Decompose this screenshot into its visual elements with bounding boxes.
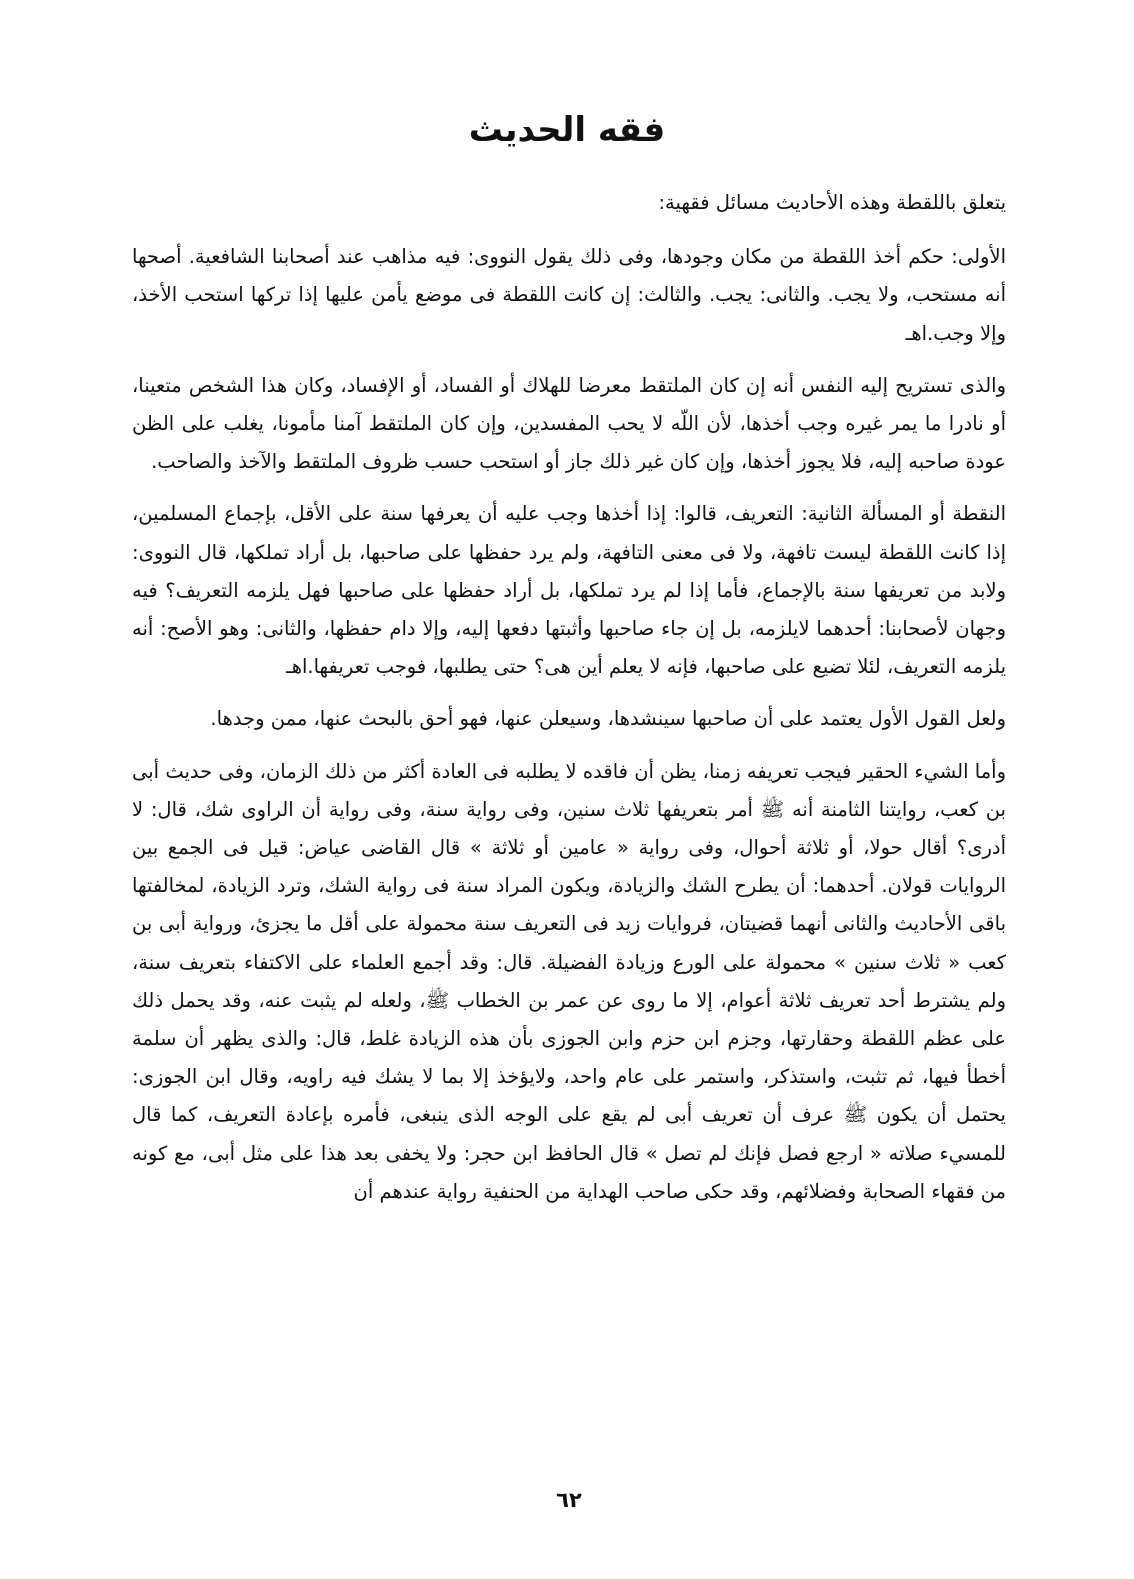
body-text xyxy=(132,184,1006,1225)
paragraph-first-issue: الأولى: حكم أخذ اللقطة من مكان وجودها، وفى ذلك يقول النووى: فيه مذاهب عند أصحابنا الشافعية. أصحها أنه مستحب، ولا يجب. والثانى: يجب. والثالث: إن كانت اللقطة فى موضع يأمن عليها إذا تركها استحب الأخذ، وإلا وجب.اهـ xyxy=(132,245,1006,345)
paragraph-trivial-items: وأما الشيء الحقير فيجب تعريفه زمنا، يظن أن فاقده لا يطلبه فى العادة أكثر من ذلك الزمان، وفى حديث أبى بن كعب، روايتنا الثامنة أنه ﷺ أمر بتعريفها ثلاث سنين، وفى رواية سنة، وفى رواية أن الراوى شك، قال: لا أدرى؟ أقال حولا، أو ثلاثة أحوال، وفى رواية « عامين أو ثلاثة » قال القاضى عياض: قيل فى الجمع بين الروايات قولان. أحدهما: أن يطرح الشك والزيادة، ويكون المراد سنة فى رواية الشك، وترد الزيادة، لمخالفتها باقى الأحاديث والثانى أنهما قضيتان، فروايات زيد فى التعريف سنة محمولة على أقل ما يجزئ، ورواية أبى بن كعب « ثلاث سنين » محمولة على الورع وزيادة الفضيلة. قال: وقد أجمع العلماء على الاكتفاء بتعريف سنة، ولم يشترط أحد تعريف ثلاثة أعوام، إلا ما روى عن عمر بن الخطاب ﷺ، ولعله لم يثبت عنه، وقد يحمل ذلك على عظم اللقطة وحقارتها، وجزم ابن حزم وابن الجوزى بأن هذه الزيادة غلط، قال: والذى يظهر أن سلمة أخطأ فيها، ثم تثبت، واستذكر، واستمر على عام واحد، ولايؤخذ إلا بما لا يشك فيه راويه، وقال ابن الجوزى: يحتمل أن يكون ﷺ عرف أن تعريف أبى لم يقع على الوجه الذى ينبغى، فأمره بإعادة التعريف، كما قال للمسيء صلاته « ارجع فصل فإنك لم تصل » قال الحافظ ابن حجر: ولا يخفى بعد هذا على مثل أبى، مع كونه من فقهاء الصحابة وفضلائهم، وقد حكى صاحب الهداية من الحنفية رواية عندهم أن xyxy=(132,759,1006,1203)
intro-paragraph: يتعلق باللقطة وهذه الأحاديث مسائل فقهية: xyxy=(658,191,1006,214)
page-title: فقه الحديث xyxy=(468,110,666,150)
page-number: ٦٢ xyxy=(556,1488,582,1512)
paragraph-author-opinion: والذى تستريح إليه النفس أنه إن كان الملتقط معرضا للهلاك أو الفساد، أو الإفساد، وكان هذا الشخص متعينا، أو نادرا ما يمر غيره وجب أخذها، لأن اللّه لا يحب المفسدين، وإن كان الملتقط آمنا مأمونا، يغلب على الظن عودة صاحبه إليه، فلا يجوز أخذها، وإن كان غير ذلك جاز أو استحب حسب ظروف الملتقط والآخذ والصاحب. xyxy=(132,373,1006,474)
paragraph-second-issue: النقطة أو المسألة الثانية: التعريف، قالوا: إذا أخذها وجب عليه أن يعرفها سنة على الأقل، بإجماع المسلمين، إذا كانت اللقطة ليست تافهة، ولا فى معنى التافهة، ولم يرد حفظها على صاحبها، بل أراد تملكها، قال النووى: ولابد من تعريفها سنة بالإجماع، فأما إذا لم يرد تملكها، بل أراد حفظها على صاحبها فهل يلزمه التعريف؟ فيه وجهان لأصحابنا: أحدهما لايلزمه، بل إن جاء صاحبها وأثبتها دفعها إليه، وإلا دام حفظها، والثانى: وهو الأصح: أنه يلزمه التعريف، لئلا تضيع على صاحبها، فإنه لا يعلم أين هى؟ حتى يطلبها، فوجب تعريفها.اهـ xyxy=(132,502,1006,679)
paragraph-first-view-comment: ولعل القول الأول يعتمد على أن صاحبها سينشدها، وسيعلن عنها، فهو أحق بالبحث عنها، ممن وجدها. xyxy=(210,707,1006,731)
